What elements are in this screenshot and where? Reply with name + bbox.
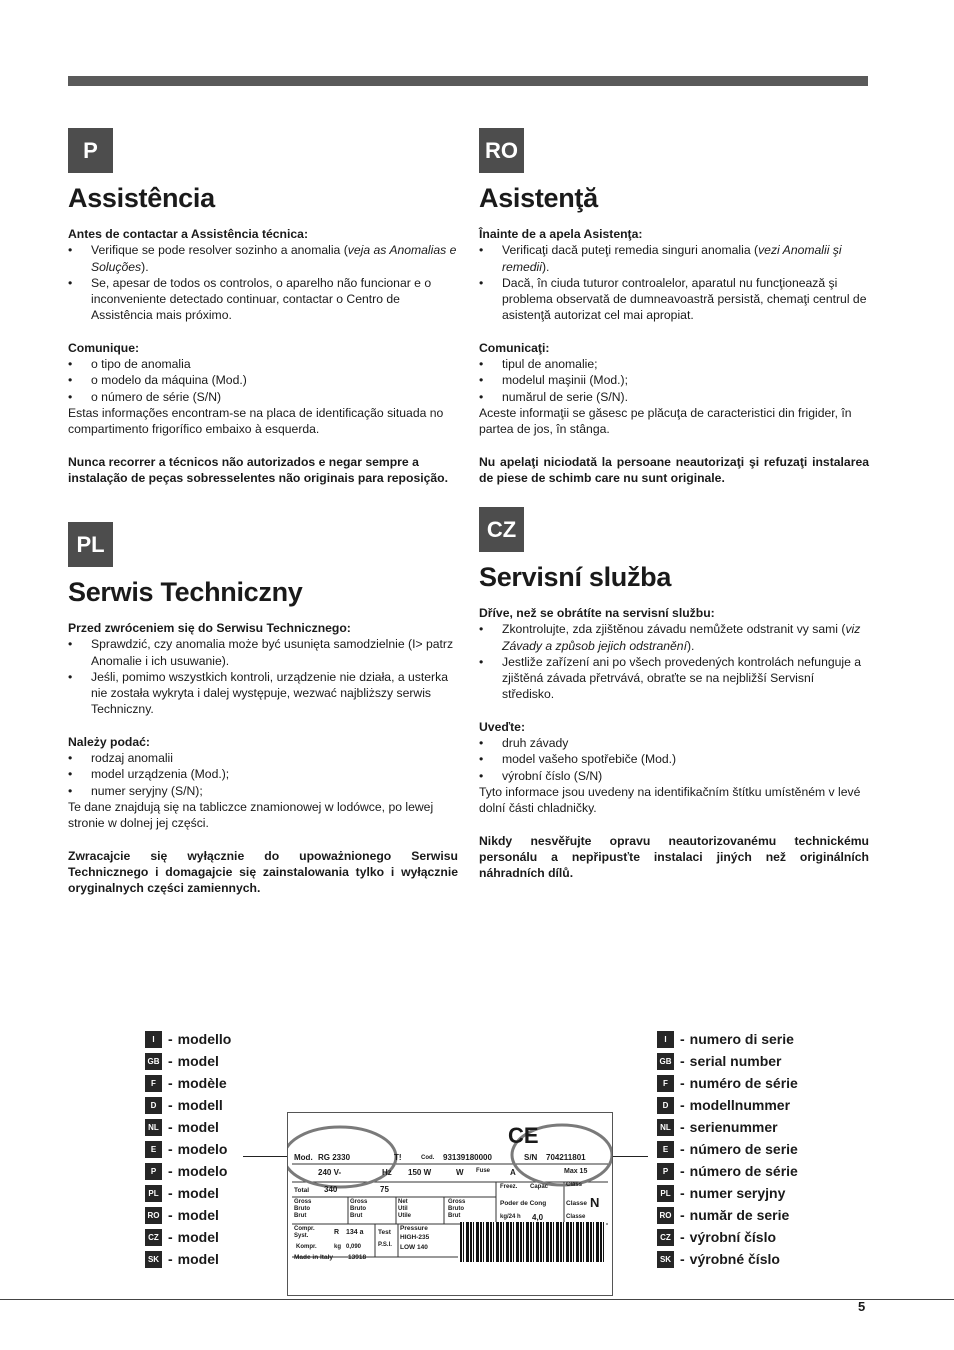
legend-dash: - — [680, 1207, 685, 1223]
list-item: • Zkontrolujte, zda zjištěnou závadu nemůžete odstranit vy sami (viz Závady a způsob jejich odstranění). — [479, 621, 869, 654]
legend-row — [657, 1248, 798, 1270]
total-label: Total — [294, 1187, 310, 1194]
max-value: Max 15 — [564, 1168, 588, 1175]
language-code-badge: F — [657, 1075, 674, 1092]
legend-label: modello — [177, 1031, 232, 1047]
language-badge: PL — [68, 522, 113, 567]
legend-serial-number — [657, 1028, 798, 1270]
total-value-2: 75 — [380, 1185, 389, 1194]
made-in-label: Made in Italy — [294, 1254, 334, 1261]
list-item: • Verificaţi dacă puteţi remedia singuri anomalia (vezi Anomalii şi remedii). — [479, 242, 869, 275]
legend-label: model — [177, 1251, 219, 1267]
language-code-badge: E — [657, 1141, 674, 1158]
list-item: • Se, apesar de todos os controlos, o aparelho não funcionar e o inconveniente detectado continuar, contactar o Centro de Assistência mais próximo. — [68, 275, 458, 324]
list-item: • model vašeho spotřebiče (Mod.) — [479, 751, 869, 767]
legend-dash: - — [680, 1229, 685, 1245]
refrigerant: 134 a — [346, 1229, 364, 1236]
language-code-badge: I — [145, 1031, 162, 1048]
watt2-label: W — [456, 1168, 464, 1177]
net-label: Net Util Utile — [398, 1199, 412, 1219]
legend-row — [657, 1116, 798, 1138]
list-item: • rodzaj anomalii — [68, 750, 458, 766]
language-code-badge: I — [657, 1031, 674, 1048]
info-text: Estas informações encontram-se na placa de identificação situada no compartimento frigorífico embaixo à esquerda. — [68, 405, 444, 437]
classe-label: Classe — [566, 1200, 587, 1207]
fuse-label: Fuse — [476, 1168, 491, 1174]
capac-label: Capac — [530, 1184, 549, 1190]
language-code-badge: PL — [657, 1185, 674, 1202]
hz-label: Hz — [382, 1168, 392, 1177]
legend-dash: - — [680, 1119, 685, 1135]
warning-text: Nikdy nesvěřujte opravu neautorizovanému technickému personálu a nepřipusťte instalaci jiných než originálních náhradních dílů. — [479, 833, 869, 881]
legend-row — [145, 1094, 231, 1116]
section-title: Assistência — [68, 183, 215, 213]
legend-row — [145, 1072, 231, 1094]
legend-label: model — [177, 1229, 219, 1245]
info-text: Te dane znajdują się na tabliczce znamionowej w lodówce, po lewej stronie w dolnej jej części. — [68, 799, 434, 831]
rating-plate — [287, 1112, 613, 1296]
high-value: HIGH-235 — [400, 1234, 430, 1241]
legend-row — [145, 1226, 231, 1248]
before-heading: Dříve, než se obrátíte na servisní službu: — [479, 606, 715, 620]
info-text: Tyto informace jsou uvedeny na identifikačním štítku umístěném v levé dolní části chladničky. — [479, 784, 861, 816]
legend-dash: - — [680, 1097, 685, 1113]
before-heading: Antes de contactar a Assistência técnica: — [68, 227, 309, 241]
t-label: T! — [394, 1153, 402, 1162]
legend-model — [145, 1028, 231, 1270]
legend-label: număr de serie — [689, 1207, 790, 1223]
legend-label: výrobní číslo — [689, 1229, 777, 1245]
legend-dash: - — [680, 1185, 685, 1201]
list-item: • o tipo de anomalia — [68, 356, 458, 372]
legend-label: modellnummer — [689, 1097, 791, 1113]
legend-row — [657, 1028, 798, 1050]
legend-dash: - — [680, 1031, 685, 1047]
legend-row — [145, 1204, 231, 1226]
language-code-badge: GB — [657, 1053, 674, 1070]
language-code-badge: D — [145, 1097, 162, 1114]
warning-text: Nu apelaţi niciodată la persoane neautorizaţi şi refuzaţi instalarea de piese de schimb care nu sunt originale. — [479, 454, 869, 485]
before-heading: Înainte de a apela Asistenţa: — [479, 227, 643, 241]
kg-label: kg — [334, 1244, 342, 1250]
class-label: Class — [566, 1182, 583, 1188]
legend-label: número de série — [689, 1163, 798, 1179]
language-code-badge: PL — [145, 1185, 162, 1202]
kg24-value: 4,0 — [532, 1213, 544, 1222]
pressure-label: Pressure — [400, 1225, 428, 1232]
list-item: • model urządzenia (Mod.); — [68, 766, 458, 782]
ce-mark: CE — [508, 1123, 539, 1148]
legend-row — [145, 1160, 231, 1182]
legend-label: número de serie — [689, 1141, 798, 1157]
legend-dash: - — [680, 1053, 685, 1069]
language-code-badge: NL — [145, 1119, 162, 1136]
legend-row — [145, 1050, 231, 1072]
legend-dash: - — [168, 1207, 173, 1223]
legend-row — [145, 1182, 231, 1204]
legend-label: model — [177, 1185, 219, 1201]
kompr-label: Kompr. — [296, 1244, 317, 1250]
kg-value: 0,090 — [346, 1244, 362, 1250]
legend-label: model — [177, 1207, 219, 1223]
psi-label: P.S.I. — [378, 1242, 392, 1248]
language-code-badge: F — [145, 1075, 162, 1092]
legend-dash: - — [168, 1163, 173, 1179]
sn-value: 704211801 — [546, 1153, 586, 1162]
language-badge: RO — [479, 128, 524, 173]
section-romanian — [479, 128, 869, 486]
low-value: LOW 140 — [400, 1244, 428, 1251]
compr-label: Compr. Syst. — [294, 1226, 315, 1239]
communicate-heading: Comunicaţi: — [479, 340, 550, 355]
legend-row — [657, 1226, 798, 1248]
list-item: • Sprawdzić, czy anomalia może być usunięta samodzielnie (I> patrz Anomalie i ich usuwanie). — [68, 636, 458, 669]
list-item: • výrobní číslo (S/N) — [479, 768, 869, 784]
model-pointer-line — [243, 1156, 291, 1157]
language-code-badge: CZ — [145, 1229, 162, 1246]
communicate-heading: Należy podać: — [68, 734, 150, 749]
legend-label: modelo — [177, 1163, 228, 1179]
before-heading: Przed zwróceniem się do Serwisu Technicznego: — [68, 621, 351, 635]
voltage: 240 V- — [318, 1168, 342, 1177]
legend-dash: - — [680, 1075, 685, 1091]
legend-label: serienummer — [689, 1119, 778, 1135]
page-number: 5 — [858, 1299, 866, 1314]
gross-label-3: Gross Bruto Brut — [448, 1199, 466, 1219]
language-badge: CZ — [479, 507, 524, 552]
list-item: • Dacă, în ciuda tuturor controalelor, aparatul nu funcţionează şi problema observată de dumneavoastră persistă, chemaţi centrul de asistenţă autorizat cel mai apropiat. — [479, 275, 869, 324]
legend-label: numer seryjny — [689, 1185, 786, 1201]
legend-label: modell — [177, 1097, 223, 1113]
list-item: • Verifique se pode resolver sozinho a anomalia (veja as Anomalias e Soluções). — [68, 242, 458, 275]
language-code-badge: E — [145, 1141, 162, 1158]
kg24-label: kg/24 h — [500, 1214, 521, 1220]
legend-row — [657, 1160, 798, 1182]
top-rule — [68, 76, 868, 86]
legend-label: modelo — [177, 1141, 228, 1157]
legend-dash: - — [168, 1119, 173, 1135]
legend-dash: - — [168, 1185, 173, 1201]
list-item: • o número de série (S/N) — [68, 389, 458, 405]
section-portuguese — [68, 128, 458, 486]
gross-label: Gross Bruto Brut — [294, 1199, 312, 1219]
freez-label: Freez. — [500, 1184, 518, 1190]
mod-value: RG 2330 — [318, 1153, 351, 1162]
made-code: 13918 — [348, 1254, 367, 1261]
legend-label: serial number — [689, 1053, 782, 1069]
watt-value: 150 W — [408, 1168, 432, 1177]
barcode — [460, 1222, 606, 1262]
warning-text: Nunca recorrer a técnicos não autorizados e negar sempre a instalação de peças sobresselentes não originais para reposição. — [68, 454, 449, 485]
list-item: • Jeśli, pomimo wszystkich kontroli, urządzenie nie działa, a usterka nie została wykryta i dalej występuje, wezwać najbliższy serwis Techniczny. — [68, 669, 458, 718]
list-item: • numer seryjny (S/N); — [68, 783, 458, 799]
legend-dash: - — [680, 1251, 685, 1267]
list-item: • o modelo da máquina (Mod.) — [68, 372, 458, 388]
footer-rule — [0, 1299, 954, 1300]
legend-row — [145, 1116, 231, 1138]
cod-label: Cod. — [421, 1155, 435, 1161]
class-value: N — [590, 1195, 600, 1210]
cod-value: 93139180000 — [443, 1153, 492, 1162]
legend-dash: - — [168, 1053, 173, 1069]
warning-text: Zwracajcie się wyłącznie do upoważnionego Serwisu Technicznego i domagajcie się zainstalowania tylko i wyłącznie oryginalnych części zamiennych. — [68, 848, 458, 896]
list-item: • druh závady — [479, 735, 869, 751]
language-code-badge: RO — [657, 1207, 674, 1224]
legend-label: model — [177, 1053, 219, 1069]
legend-label: modèle — [177, 1075, 227, 1091]
language-code-badge: RO — [145, 1207, 162, 1224]
legend-row — [657, 1138, 798, 1160]
legend-dash: - — [680, 1163, 685, 1179]
legend-dash: - — [680, 1141, 685, 1157]
legend-row — [657, 1182, 798, 1204]
legend-row — [657, 1094, 798, 1116]
legend-row — [657, 1050, 798, 1072]
list-item: • Jestliže zařízení ani po všech provedených kontrolách nefunguje a zjištěná závada přetrvává, obraťte se na nejbližší Servisní středisko. — [479, 654, 869, 703]
language-code-badge: SK — [657, 1251, 674, 1268]
legend-row — [657, 1072, 798, 1094]
language-code-badge: D — [657, 1097, 674, 1114]
language-code-badge: P — [145, 1163, 162, 1180]
legend-dash: - — [168, 1229, 173, 1245]
info-text: Aceste informaţii se găsesc pe plăcuţa de caracteristici din frigider, în partea de jos, în stânga. — [479, 405, 852, 437]
section-title: Asistenţă — [479, 183, 598, 213]
language-code-badge: NL — [657, 1119, 674, 1136]
legend-dash: - — [168, 1141, 173, 1157]
section-polish — [68, 522, 458, 896]
legend-dash: - — [168, 1031, 173, 1047]
language-code-badge: GB — [145, 1053, 162, 1070]
legend-row — [145, 1248, 231, 1270]
legend-label: numéro de série — [689, 1075, 798, 1091]
language-badge: P — [68, 128, 113, 173]
r-label: R — [334, 1229, 340, 1236]
sn-label: S/N — [524, 1153, 538, 1162]
gross-label-2: Gross Bruto Brut — [350, 1199, 368, 1219]
legend-label: výrobné číslo — [689, 1251, 780, 1267]
poder-label: Poder de Cong — [500, 1200, 547, 1207]
total-value: 340 — [324, 1185, 338, 1194]
ampere-label: A — [510, 1168, 516, 1177]
communicate-heading: Comunique: — [68, 340, 140, 355]
list-item: • numărul de serie (S/N). — [479, 389, 869, 405]
legend-label: numero di serie — [689, 1031, 794, 1047]
legend-dash: - — [168, 1097, 173, 1113]
mod-label: Mod. — [294, 1153, 313, 1162]
section-czech — [479, 507, 869, 881]
section-title: Servisní služba — [479, 562, 672, 592]
test-label: Test — [378, 1229, 391, 1236]
language-code-badge: CZ — [657, 1229, 674, 1246]
legend-row — [145, 1028, 231, 1050]
legend-label: model — [177, 1119, 219, 1135]
list-item: • tipul de anomalie; — [479, 356, 869, 372]
section-title: Serwis Techniczny — [68, 577, 303, 607]
legend-dash: - — [168, 1075, 173, 1091]
language-code-badge: SK — [145, 1251, 162, 1268]
language-code-badge: P — [657, 1163, 674, 1180]
communicate-heading: Uveďte: — [479, 719, 526, 734]
legend-row — [657, 1204, 798, 1226]
legend-row — [145, 1138, 231, 1160]
list-item: • modelul maşinii (Mod.); — [479, 372, 869, 388]
classe2-label: Classe — [566, 1214, 586, 1220]
legend-dash: - — [168, 1251, 173, 1267]
